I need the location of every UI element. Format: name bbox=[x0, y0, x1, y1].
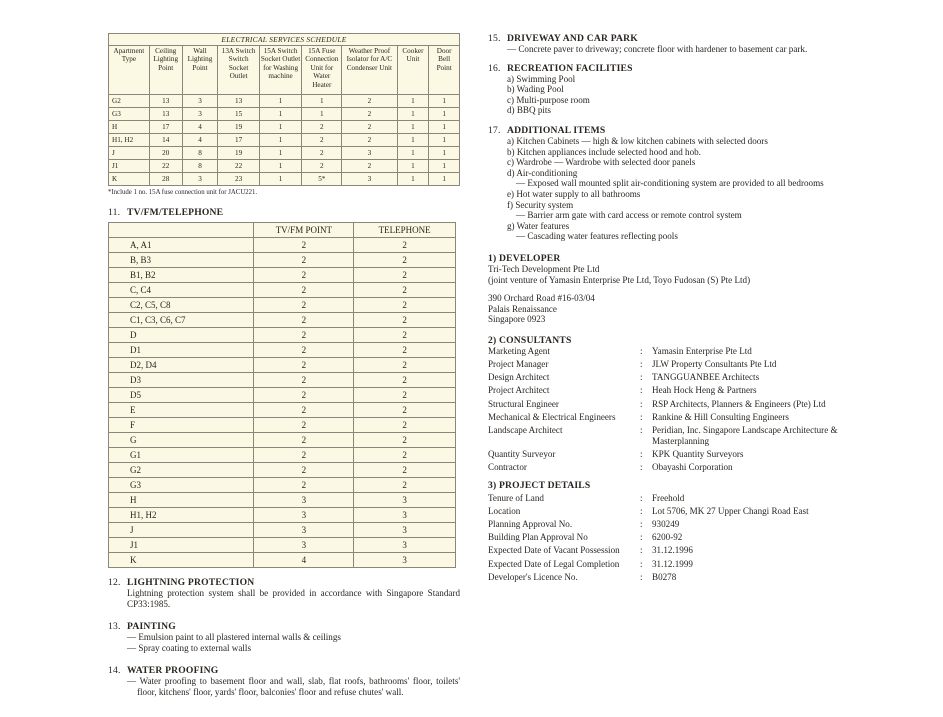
detail-label: Quantity Surveyor bbox=[488, 448, 556, 459]
colon-separator: : bbox=[640, 398, 643, 409]
value-cell: 22 bbox=[218, 160, 259, 173]
value-cell: 15 bbox=[218, 108, 259, 121]
apartment-type-cell: K bbox=[109, 173, 150, 186]
value-cell: 1 bbox=[259, 108, 302, 121]
apartment-type-cell: C2, C5, C8 bbox=[109, 298, 254, 313]
apartment-type-cell: G2 bbox=[109, 463, 254, 478]
table-row bbox=[109, 328, 456, 343]
value-cell: 20 bbox=[149, 147, 182, 160]
value-cell: 2 bbox=[354, 343, 456, 358]
value-cell: 19 bbox=[218, 147, 259, 160]
section-driveway: 15. DRIVEWAY AND CAR PARK — Concrete paver to driveway; concrete floor with hardener to basement car park. bbox=[488, 33, 848, 55]
colon-separator: : bbox=[640, 518, 643, 529]
value-cell: 3 bbox=[182, 173, 218, 186]
detail-value: TANGGUANBEE Architects bbox=[652, 372, 760, 383]
detail-row bbox=[488, 359, 848, 370]
value-cell: 1 bbox=[429, 121, 460, 134]
section-additional: 17. ADDITIONAL ITEMS a) Kitchen Cabinets — high & low kitchen cabinets with selected doors b) Kitchen appliances include selected hood and hob. c) Wardrobe — Wardrobe with selected door panels d) Air-conditioning — Exposed wall mounted split air-conditioning system are provided to all bedrooms e) Hot water supply to all bathrooms f) Security system — Barrier arm gate with card access or remote control system g) Water features — Cascading water features reflecting pools bbox=[488, 125, 848, 242]
value-cell: 17 bbox=[218, 134, 259, 147]
apartment-type-cell: J bbox=[109, 523, 254, 538]
apartment-type-cell: D1 bbox=[109, 343, 254, 358]
section-waterproofing: 14. WATER PROOFING — Water proofing to basement floor and wall, slab, flat roofs, bathrooms' floor, toilets' floor, kitchens' floor, yards' floor, balconies' floor and refuse chutes' wall. bbox=[108, 665, 460, 697]
value-cell: 1 bbox=[397, 95, 429, 108]
value-cell: 2 bbox=[254, 388, 354, 403]
detail-value: Freehold bbox=[652, 492, 685, 503]
colon-separator: : bbox=[640, 558, 643, 569]
value-cell: 3 bbox=[254, 538, 354, 553]
value-cell: 4 bbox=[182, 121, 218, 134]
value-cell: 14 bbox=[149, 134, 182, 147]
detail-label: Expected Date of Vacant Possession bbox=[488, 545, 620, 556]
developer-name: Tri-Tech Development Pte Ltd bbox=[488, 263, 600, 274]
value-cell: 2 bbox=[354, 463, 456, 478]
tv-telephone-table bbox=[108, 222, 456, 568]
section-consultants bbox=[488, 335, 848, 473]
apartment-type-cell: B, B3 bbox=[109, 253, 254, 268]
detail-value: Heah Hock Heng & Partners bbox=[652, 385, 757, 396]
painting-item: — Spray coating to external walls bbox=[127, 642, 251, 653]
table-row bbox=[109, 433, 456, 448]
value-cell: 1 bbox=[397, 173, 429, 186]
table-row bbox=[109, 448, 456, 463]
value-cell: 2 bbox=[254, 313, 354, 328]
value-cell: 3 bbox=[354, 508, 456, 523]
colon-separator: : bbox=[640, 545, 643, 556]
apartment-type-cell: G3 bbox=[109, 108, 150, 121]
colon-separator: : bbox=[640, 411, 643, 422]
value-cell: 2 bbox=[254, 448, 354, 463]
section-heading-tv: 11. TV/FM/TELEPHONE bbox=[108, 207, 224, 218]
detail-row bbox=[488, 545, 848, 556]
detail-label: Design Architect bbox=[488, 372, 550, 383]
waterproofing-text: — Water proofing to basement floor and wall, slab, flat roofs, bathrooms' floor, toilets' floor, kitchens' floor, yards' floor, balconies' floor and refuse chutes' wall. bbox=[127, 676, 460, 697]
value-cell: 2 bbox=[342, 121, 397, 134]
additional-item: f) Security system bbox=[507, 199, 574, 210]
recreation-item: d) BBQ pits bbox=[507, 105, 551, 116]
value-cell: 1 bbox=[302, 95, 342, 108]
table-header-row: TV/FM POINT TELEPHONE bbox=[109, 223, 456, 238]
colon-separator: : bbox=[640, 448, 643, 459]
value-cell: 2 bbox=[342, 95, 397, 108]
value-cell: 3 bbox=[354, 553, 456, 568]
table-row bbox=[109, 508, 456, 523]
table-row bbox=[109, 403, 456, 418]
value-cell: 3 bbox=[182, 108, 218, 121]
value-cell: 3 bbox=[354, 538, 456, 553]
value-cell: 1 bbox=[259, 121, 302, 134]
section-lightning: 12. LIGHTNING PROTECTION Lightning protection system shall be provided in accordance with Singapore Standard CP33:1985. bbox=[108, 577, 460, 609]
col-header: Ceiling Lighting Point bbox=[149, 46, 182, 95]
value-cell: 2 bbox=[354, 388, 456, 403]
value-cell: 1 bbox=[429, 160, 460, 173]
detail-row bbox=[488, 399, 848, 410]
detail-value: Obayashi Corporation bbox=[652, 461, 733, 472]
apartment-type-cell: C1, C3, C6, C7 bbox=[109, 313, 254, 328]
detail-label: Expected Date of Legal Completion bbox=[488, 558, 620, 569]
apartment-type-cell: J bbox=[109, 147, 150, 160]
value-cell: 1 bbox=[397, 121, 429, 134]
value-cell: 2 bbox=[354, 238, 456, 253]
value-cell: 2 bbox=[342, 160, 397, 173]
table-row bbox=[109, 160, 460, 173]
value-cell: 8 bbox=[182, 147, 218, 160]
detail-row bbox=[488, 519, 848, 530]
table-row bbox=[109, 358, 456, 373]
value-cell: 2 bbox=[254, 373, 354, 388]
value-cell: 23 bbox=[218, 173, 259, 186]
apartment-type-cell: F bbox=[109, 418, 254, 433]
value-cell: 2 bbox=[342, 108, 397, 121]
table-row bbox=[109, 388, 456, 403]
value-cell: 1 bbox=[429, 147, 460, 160]
recreation-item: c) Multi-purpose room bbox=[507, 94, 590, 105]
detail-value: Peridian, Inc. Singapore Landscape Architecture & Masterplanning bbox=[652, 425, 838, 446]
apartment-type-cell: A, A1 bbox=[109, 238, 254, 253]
developer-address-line: Singapore 0923 bbox=[488, 314, 546, 325]
colon-separator: : bbox=[640, 461, 643, 472]
apartment-type-cell: D5 bbox=[109, 388, 254, 403]
apartment-type-cell: B1, B2 bbox=[109, 268, 254, 283]
value-cell: 2 bbox=[354, 448, 456, 463]
col-header: Door Bell Point bbox=[429, 46, 460, 95]
detail-label: Marketing Agent bbox=[488, 345, 550, 356]
detail-row bbox=[488, 449, 848, 460]
lightning-text: Lightning protection system shall be provided in accordance with Singapore Standard CP33:1985. bbox=[127, 588, 460, 609]
value-cell: 1 bbox=[429, 134, 460, 147]
table-row bbox=[109, 478, 456, 493]
col-header: Weather Proof Isolator for A/C Condenser Unit bbox=[342, 46, 397, 95]
additional-subitem: — Barrier arm gate with card access or remote control system bbox=[516, 210, 742, 221]
table-row bbox=[109, 253, 456, 268]
detail-row bbox=[488, 506, 848, 517]
developer-heading: 1) DEVELOPER bbox=[488, 252, 561, 264]
apartment-type-cell: H1, H2 bbox=[109, 134, 150, 147]
apartment-type-cell: D3 bbox=[109, 373, 254, 388]
additional-item: d) Air-conditioning bbox=[507, 167, 578, 178]
detail-value: 31.12.1996 bbox=[652, 545, 693, 556]
detail-label: Tenure of Land bbox=[488, 492, 544, 503]
developer-address-line: Palais Renaissance bbox=[488, 303, 557, 314]
additional-item: g) Water features bbox=[507, 220, 570, 231]
col-header: Apartment Type bbox=[109, 46, 150, 95]
detail-row bbox=[488, 572, 848, 583]
colon-separator: : bbox=[640, 532, 643, 543]
value-cell: 2 bbox=[254, 283, 354, 298]
value-cell: 3 bbox=[254, 523, 354, 538]
detail-row bbox=[488, 559, 848, 570]
apartment-type-cell: E bbox=[109, 403, 254, 418]
additional-item: c) Wardrobe — Wardrobe with selected door panels bbox=[507, 157, 696, 168]
detail-label: Structural Engineer bbox=[488, 398, 559, 409]
table-row bbox=[109, 268, 456, 283]
colon-separator: : bbox=[640, 505, 643, 516]
section-developer bbox=[488, 253, 848, 325]
table-row bbox=[109, 553, 456, 568]
value-cell: 2 bbox=[302, 147, 342, 160]
detail-row bbox=[488, 372, 848, 383]
value-cell: 3 bbox=[182, 95, 218, 108]
table-row bbox=[109, 418, 456, 433]
value-cell: 3 bbox=[254, 493, 354, 508]
colon-separator: : bbox=[640, 425, 643, 435]
table-title: ELECTRICAL SERVICES SCHEDULE bbox=[109, 34, 460, 46]
col-header: Cooker Unit bbox=[397, 46, 429, 95]
colon-separator: : bbox=[640, 359, 643, 370]
col-header: 15A Switch Socket Outlet for Washing machine bbox=[259, 46, 302, 95]
value-cell: 1 bbox=[259, 147, 302, 160]
colon-separator: : bbox=[640, 345, 643, 356]
apartment-type-cell: H bbox=[109, 493, 254, 508]
value-cell: 1 bbox=[259, 173, 302, 186]
section-recreation: 16. RECREATION FACILITIES a) Swimming Pool b) Wading Pool c) Multi-purpose room d) BBQ pits bbox=[488, 63, 848, 116]
table-footnote: *Include 1 no. 15A fuse connection unit for JACU221. bbox=[108, 189, 258, 196]
table-row bbox=[109, 523, 456, 538]
value-cell: 1 bbox=[397, 160, 429, 173]
value-cell: 2 bbox=[254, 328, 354, 343]
value-cell: 2 bbox=[354, 328, 456, 343]
value-cell: 2 bbox=[254, 238, 354, 253]
value-cell: 1 bbox=[397, 108, 429, 121]
value-cell: 17 bbox=[149, 121, 182, 134]
value-cell: 1 bbox=[397, 147, 429, 160]
col-header: 13A Switch Switch Socket Outlet bbox=[218, 46, 259, 95]
additional-item: e) Hot water supply to all bathrooms bbox=[507, 188, 641, 199]
value-cell: 2 bbox=[302, 160, 342, 173]
value-cell: 3 bbox=[342, 173, 397, 186]
value-cell: 2 bbox=[354, 358, 456, 373]
section-painting: 13. PAINTING — Emulsion paint to all plastered internal walls & ceilings — Spray coating to external walls bbox=[108, 621, 460, 653]
value-cell: 1 bbox=[429, 95, 460, 108]
additional-subitem: — Cascading water features reflecting pools bbox=[516, 231, 678, 242]
detail-label: Project Architect bbox=[488, 385, 550, 396]
additional-item: a) Kitchen Cabinets — high & low kitchen cabinets with selected doors bbox=[507, 135, 768, 146]
apartment-type-cell: D2, D4 bbox=[109, 358, 254, 373]
table-row bbox=[109, 538, 456, 553]
detail-value: JLW Property Consultants Pte Ltd bbox=[652, 359, 777, 370]
detail-label: Contractor bbox=[488, 461, 527, 472]
apartment-type-cell: G2 bbox=[109, 95, 150, 108]
value-cell: 2 bbox=[254, 298, 354, 313]
section-project-details bbox=[488, 480, 848, 583]
value-cell: 2 bbox=[354, 268, 456, 283]
value-cell: 3 bbox=[354, 523, 456, 538]
value-cell: 2 bbox=[354, 478, 456, 493]
table-row bbox=[109, 283, 456, 298]
value-cell: 2 bbox=[254, 343, 354, 358]
col-header: Wall Lighting Point bbox=[182, 46, 218, 95]
apartment-type-cell: G1 bbox=[109, 448, 254, 463]
detail-row bbox=[488, 425, 848, 446]
value-cell: 13 bbox=[149, 108, 182, 121]
table-row bbox=[109, 313, 456, 328]
value-cell: 3 bbox=[342, 147, 397, 160]
colon-separator: : bbox=[640, 372, 643, 383]
value-cell: 1 bbox=[259, 95, 302, 108]
left-column bbox=[108, 33, 460, 698]
value-cell: 13 bbox=[218, 95, 259, 108]
detail-label: Mechanical & Electrical Engineers bbox=[488, 411, 616, 422]
detail-row bbox=[488, 532, 848, 543]
apartment-type-cell: H bbox=[109, 121, 150, 134]
table-row bbox=[109, 121, 460, 134]
table-row bbox=[109, 238, 456, 253]
value-cell: 1 bbox=[429, 108, 460, 121]
apartment-type-cell: K bbox=[109, 553, 254, 568]
detail-value: Lot 5706, MK 27 Upper Changi Road East bbox=[652, 505, 809, 516]
value-cell: 2 bbox=[354, 403, 456, 418]
value-cell: 13 bbox=[149, 95, 182, 108]
value-cell: 8 bbox=[182, 160, 218, 173]
detail-row bbox=[488, 412, 848, 423]
detail-label: Landscape Architect bbox=[488, 425, 563, 435]
value-cell: 22 bbox=[149, 160, 182, 173]
value-cell: 28 bbox=[149, 173, 182, 186]
right-column bbox=[488, 33, 848, 585]
value-cell: 5* bbox=[302, 173, 342, 186]
value-cell: 2 bbox=[254, 358, 354, 373]
detail-row bbox=[488, 346, 848, 357]
detail-label: Planning Approval No. bbox=[488, 518, 573, 529]
detail-value: Yamasin Enterprise Pte Ltd bbox=[652, 345, 752, 356]
detail-value: Rankine & Hill Consulting Engineers bbox=[652, 411, 789, 422]
value-cell: 4 bbox=[182, 134, 218, 147]
detail-value: 6200-92 bbox=[652, 532, 683, 543]
painting-item: — Emulsion paint to all plastered internal walls & ceilings bbox=[127, 632, 341, 643]
detail-label: Location bbox=[488, 505, 521, 516]
table-row bbox=[109, 95, 460, 108]
value-cell: 2 bbox=[354, 253, 456, 268]
table-row bbox=[109, 463, 456, 478]
value-cell: 1 bbox=[302, 108, 342, 121]
value-cell: 3 bbox=[254, 508, 354, 523]
table-row bbox=[109, 298, 456, 313]
table-row bbox=[109, 173, 460, 186]
value-cell: 1 bbox=[397, 134, 429, 147]
detail-value: B0278 bbox=[652, 571, 677, 582]
value-cell: 2 bbox=[254, 478, 354, 493]
detail-row bbox=[488, 385, 848, 396]
table-row bbox=[109, 343, 456, 358]
recreation-item: a) Swimming Pool bbox=[507, 73, 576, 84]
value-cell: 2 bbox=[354, 283, 456, 298]
value-cell: 3 bbox=[354, 493, 456, 508]
value-cell: 2 bbox=[342, 134, 397, 147]
value-cell: 1 bbox=[259, 134, 302, 147]
value-cell: 2 bbox=[254, 403, 354, 418]
electrical-services-table bbox=[108, 33, 460, 186]
table-row bbox=[109, 147, 460, 160]
apartment-type-cell: J1 bbox=[109, 160, 150, 173]
value-cell: 2 bbox=[254, 253, 354, 268]
detail-label: Developer's Licence No. bbox=[488, 571, 578, 582]
colon-separator: : bbox=[640, 385, 643, 396]
value-cell: 1 bbox=[259, 160, 302, 173]
apartment-type-cell: G bbox=[109, 433, 254, 448]
col-header: 15A Fuse Connection Unit for Water Heater bbox=[302, 46, 342, 95]
value-cell: 2 bbox=[354, 298, 456, 313]
detail-value: 930249 bbox=[652, 518, 680, 529]
value-cell: 2 bbox=[254, 418, 354, 433]
developer-note: (joint venture of Yamasin Enterprise Pte Ltd, Toyo Fudosan (S) Pte Ltd) bbox=[488, 274, 751, 285]
detail-row bbox=[488, 493, 848, 504]
detail-label: Project Manager bbox=[488, 359, 549, 370]
value-cell: 2 bbox=[354, 373, 456, 388]
detail-label: Building Plan Approval No bbox=[488, 532, 588, 543]
apartment-type-cell: J1 bbox=[109, 538, 254, 553]
detail-value: 31.12.1999 bbox=[652, 558, 693, 569]
table-row bbox=[109, 373, 456, 388]
value-cell: 2 bbox=[254, 433, 354, 448]
table-row bbox=[109, 493, 456, 508]
detail-value: RSP Architects, Planners & Engineers (Pte) Ltd bbox=[652, 398, 826, 409]
apartment-type-cell: D bbox=[109, 328, 254, 343]
value-cell: 2 bbox=[302, 134, 342, 147]
value-cell: 4 bbox=[254, 553, 354, 568]
value-cell: 19 bbox=[218, 121, 259, 134]
apartment-type-cell: C, C4 bbox=[109, 283, 254, 298]
value-cell: 2 bbox=[354, 433, 456, 448]
consultants-heading: 2) CONSULTANTS bbox=[488, 334, 572, 346]
value-cell: 2 bbox=[354, 313, 456, 328]
developer-address-line: 390 Orchard Road #16-03/04 bbox=[488, 293, 595, 304]
value-cell: 2 bbox=[302, 121, 342, 134]
additional-subitem: — Exposed wall mounted split air-conditioning system are provided to all bedrooms bbox=[516, 178, 824, 189]
value-cell: 2 bbox=[254, 268, 354, 283]
additional-item: b) Kitchen appliances include selected hood and hob. bbox=[507, 146, 701, 157]
detail-row bbox=[488, 462, 848, 473]
value-cell: 2 bbox=[254, 463, 354, 478]
value-cell: 1 bbox=[429, 173, 460, 186]
value-cell: 2 bbox=[354, 418, 456, 433]
detail-value: KPK Quantity Surveyors bbox=[652, 448, 744, 459]
recreation-item: b) Wading Pool bbox=[507, 84, 564, 95]
table-row bbox=[109, 134, 460, 147]
driveway-text: — Concrete paver to driveway; concrete floor with hardener to basement car park. bbox=[507, 44, 808, 54]
colon-separator: : bbox=[640, 492, 643, 503]
project-heading: 3) PROJECT DETAILS bbox=[488, 479, 591, 491]
apartment-type-cell: H1, H2 bbox=[109, 508, 254, 523]
table-row bbox=[109, 108, 460, 121]
colon-separator: : bbox=[640, 571, 643, 582]
apartment-type-cell: G3 bbox=[109, 478, 254, 493]
